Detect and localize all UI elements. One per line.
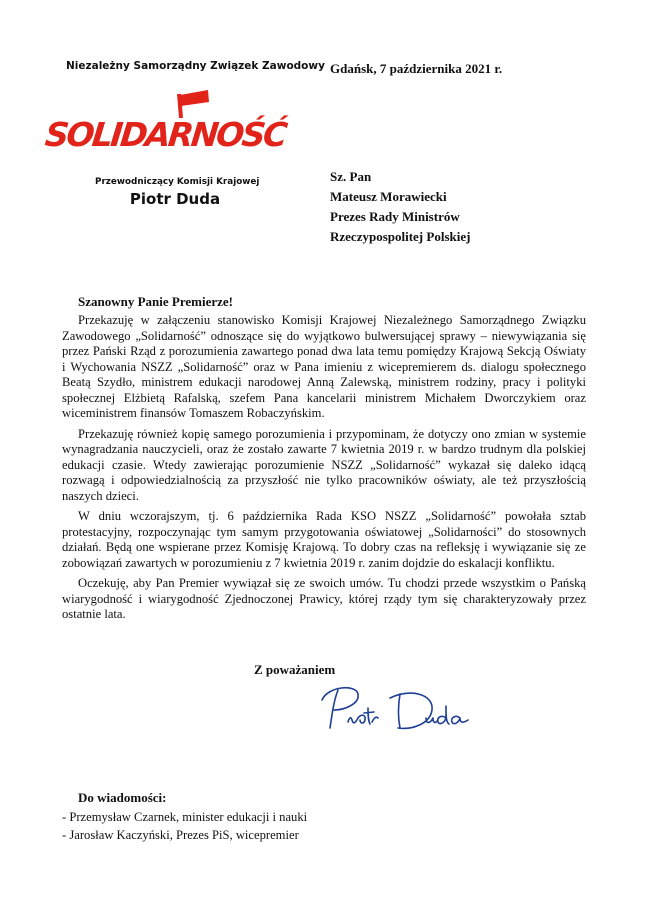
body-paragraph: Oczekuję, aby Pan Premier wywiązał się ze swoich umów. Tu chodzi przede wszystkim o Pańską wiarygodność i wiarygodność Zjednoczonej Prawicy, której rządy tym się charakteryzowały przez ostatnie lata. xyxy=(62,576,586,621)
recipient-line: Sz. Pan xyxy=(330,169,372,184)
organization-name: Niezależny Samorządny Związek Zawodowy xyxy=(66,60,325,72)
cc-list xyxy=(62,808,307,844)
recipient-block xyxy=(330,167,470,247)
cc-list-item: - Przemysław Czarnek, minister edukacji i nauki xyxy=(62,810,308,824)
body-paragraph: W dniu wczorajszym, tj. 6 października Rada KSO NSZZ „Solidarność” powołała sztab protestacyjny, rozpoczynając tym samym przygotowania oświatowej „Solidarności” do stosownych działań. Będą one wspierane przez Komisję Krajową. To dobry czas na refleksję i wywiązanie się ze zobowiązań zawartych w porozumieniu z 7 kwietnia 2019 r. zanim dojdzie do eskalacji konfliktu. xyxy=(62,509,586,570)
chair-role: Przewodniczący Komisji Krajowej xyxy=(95,177,260,187)
chair-name: Piotr Duda xyxy=(129,190,221,208)
body-paragraph: Przekazuję również kopię samego porozumienia i przypominam, że dotyczy ono zmian w systemie wynagradzania nauczycieli, oraz że zostało zawarte 7 kwietnia 2019 r. w bardzo trudnym dla polskiej edukacji czasie. Wtedy zawierając porozumienie NSZZ „Solidarność” wykazał się daleko idącą rozwagą i odpowiedzialnością za przyszłość nie tylko pracowników oświaty, ale też przyszłością naszych dzieci. xyxy=(62,426,586,503)
cc-list-item: - Jarosław Kaczyński, Prezes PiS, wicepremier xyxy=(62,828,299,842)
salutation: Szanowny Panie Premierze! xyxy=(78,294,233,309)
cc-title: Do wiadomości: xyxy=(78,790,167,805)
recipient-line: Mateusz Morawiecki xyxy=(330,189,447,204)
body-paragraph: Przekazuję w załączeniu stanowisko Komisji Krajowej Niezależnego Samorządnego Związku Zawodowego „Solidarność” odnoszące się do wyjątkowo bulwersującej sprawy – niewywiązania się przez Pański Rząd z porozumienia zawartego ponad dwa lata temu pomiędzy Krajową Sekcją Oświaty i Wychowania NSZZ „Solidarność” oraz w Pana imieniu z wicepremierem ds. dialogu społecznego Beatą Szydło, ministrem edukacji narodowej Anną Zalewską, ministrem rodziny, pracy i polityki społecznej Elżbietą Rafalską, szefem Pana kancelarii ministrem Michałem Dworczykiem oraz wiceministrem finansów Tomaszem Robaczyńskim. xyxy=(62,313,586,420)
svg-text:SOLIDARNOŚĆ: SOLIDARNOŚĆ xyxy=(43,115,287,154)
handwritten-signature xyxy=(318,680,478,738)
solidarnosc-logo xyxy=(43,88,287,168)
recipient-line: Prezes Rady Ministrów xyxy=(330,209,460,224)
closing: Z poważaniem xyxy=(254,662,336,677)
letter-body xyxy=(62,313,586,628)
place-date: Gdańsk, 7 października 2021 r. xyxy=(330,61,503,76)
recipient-line: Rzeczypospolitej Polskiej xyxy=(330,229,471,244)
